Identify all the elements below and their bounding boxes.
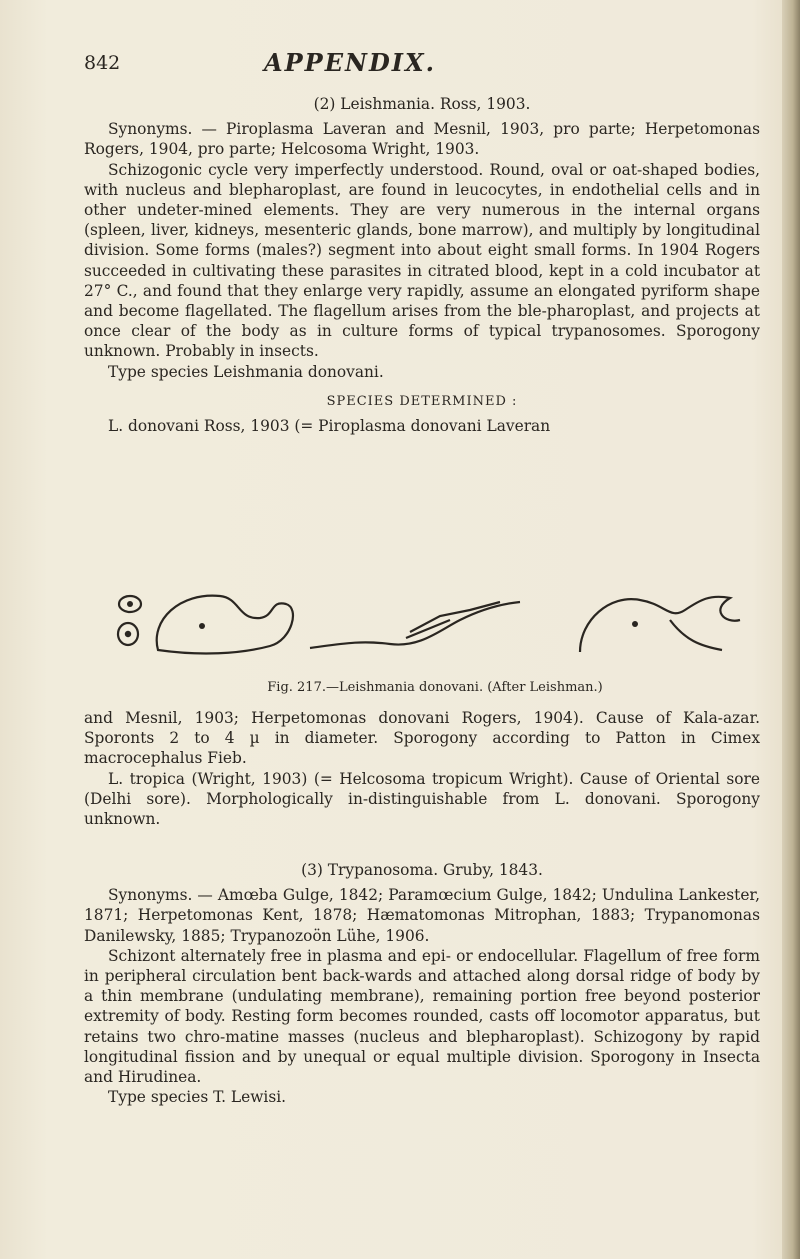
section-leishmania-continued — [84, 708, 760, 829]
species-donovani-line: L. donovani Ross, 1903 (= Piroplasma donovani Laveran — [108, 417, 551, 436]
figure-caption: Fig. 217.—Leishmania donovani. (After Leishman.) — [267, 680, 603, 695]
flagellate-form-1 — [157, 596, 293, 654]
type-species-leishmania: Type species Leishmania donovani. — [108, 362, 384, 381]
running-title: APPENDIX. — [264, 48, 436, 77]
page-number: 842 — [84, 52, 121, 74]
page-edge — [782, 0, 800, 1259]
section-heading-leishmania: (2) Leishmania. Ross, 1903. — [313, 95, 531, 113]
schizogony-paragraph: Schizogonic cycle very imperfectly understood. Round, oval or oat-shaped bodies, with nucleus and blepharoplast, are found in leucocytes, in endothelial cells and in other undeter-mined elements. They are very numerous in the internal organs (spleen, liver, kidneys, mesenteric glands, bone marrow), and multiply by longitudinal division. Some forms (males?) segment into about eight small forms. In 1904 Rogers succeeded in cultivating these parasites in citrated blood, kept in a cold incubator at 27° C., and found that they enlarge very rapidly, assume an elongated pyriform shape and become flagellated. The flagellum arises from the ble-pharoplast, and projects at once clear of the body as in culture forms of typical trypanosomes. Sporogony unknown. Probably in insects. — [84, 160, 760, 361]
species-tropica: L. tropica (Wright, 1903) (= Helcosoma tropicum Wright). Cause of Oriental sore (Delhi sore). Morphologically in-distinguishable from L. donovani. Sporogony unknown. — [84, 769, 760, 829]
type-species-trypanosoma: Type species T. Lewisi. — [108, 1088, 287, 1107]
section-trypanosoma — [84, 860, 760, 1107]
synonyms-leishmania: Synonyms. — Piroplasma Laveran and Mesnil, 1903, pro parte; Herpetomonas Rogers, 1904, pro parte; Helcosoma Wright, 1903. — [84, 120, 760, 159]
flagellate-form-2 — [310, 602, 520, 648]
page-header — [84, 48, 724, 82]
schizont-paragraph: Schizont alternately free in plasma and epi- or endocellular. Flagellum of free form in peripheral circulation bent back-wards and attached along dorsal ridge of body by a thin membrane (undulating membrane), remaining portion free beyond posterior extremity of body. Resting form becomes rounded, casts off locomotor apparatus, but retains two chro-matine masses (nucleus and blepharoplast). Schizogony by rapid longitudinal fission and by unequal or equal multiple division. Sporogony in Insecta and Hirudinea. — [84, 946, 760, 1087]
section-leishmania — [84, 94, 760, 436]
figure-217 — [110, 580, 760, 695]
section-heading-trypanosoma: (3) Trypanosoma. Gruby, 1843. — [301, 861, 543, 879]
flagellate-form-3 — [580, 597, 740, 652]
donovani-continuation: and Mesnil, 1903; Herpetomonas donovani Rogers, 1904). Cause of Kala-azar. Sporonts 2 to 4 µ in diameter. Sporogony according to Patton in Cimex macrocephalus Fieb. — [84, 709, 760, 768]
leishmania-drawings — [110, 580, 760, 676]
synonyms-trypanosoma: Synonyms. — Amœba Gulge, 1842; Paramœcium Gulge, 1842; Undulina Lankester, 1871; Herpetomonas Kent, 1878; Hæmatomonas Mitrophan, 1883; Trypanomonas Danilewsky, 1885; Trypanozoön Lühe, 1906. — [84, 886, 760, 945]
species-determined-heading: SPECIES DETERMINED : — [326, 393, 518, 409]
